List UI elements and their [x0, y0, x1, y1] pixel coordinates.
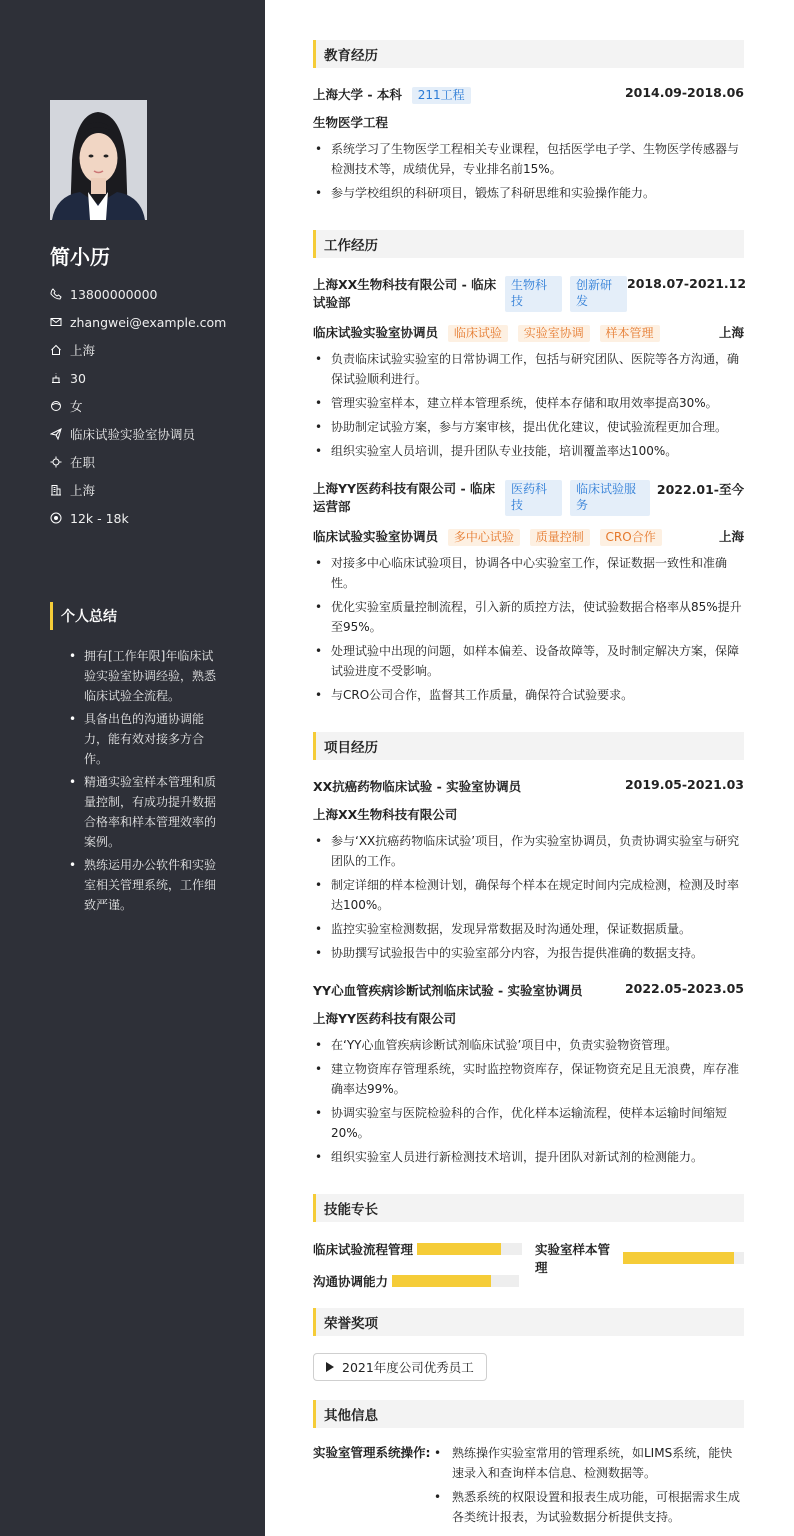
list-item: • 监控实验室检测数据，发现异常数据及时沟通处理，保证数据质量。: [313, 919, 744, 939]
mail-icon: [50, 316, 62, 328]
other-list: [432, 1443, 744, 1531]
list-item: • 处理试验中出现的问题，如样本偏差、设备故障等，及时制定解决方案，保障试验进度不受影响。: [313, 641, 744, 681]
job-role: 临床试验实验室协调员: [313, 529, 439, 544]
list-item: • 在‘YY心血管疾病诊断试剂临床试验’项目中，负责实验物资管理。: [313, 1035, 744, 1055]
project-org: 上海YY医药科技有限公司: [313, 1011, 457, 1026]
role-tag: CRO合作: [600, 529, 662, 546]
info-status: [50, 448, 226, 476]
skill-name: 实验室样本管理: [535, 1242, 611, 1275]
list-item: • 系统学习了生物医学工程相关专业课程，包括医学电子学、生物医学传感器与检测技术等，成绩优异，专业排名前15%。: [313, 139, 744, 179]
project-org: 上海XX生物科技有限公司: [313, 807, 458, 822]
project-header: [313, 981, 744, 999]
job-bullets: [313, 553, 744, 709]
education-major: 生物医学工程: [313, 115, 389, 130]
info-location-text: 上海: [70, 343, 96, 358]
avatar: [50, 100, 147, 220]
project-bullets: [313, 1035, 744, 1171]
list-item: • 负责临床试验实验室的日常协调工作，包括与研究团队、医院等各方沟通，确保试验顺利进行。: [313, 349, 744, 389]
list-item: • 管理实验室样本，建立样本管理系统，使样本存储和取用效率提高30%。: [313, 393, 744, 413]
skill-bar: [623, 1252, 744, 1264]
info-email-text: zhangwei@example.com: [70, 314, 227, 330]
info-status-text: 在职: [70, 455, 96, 470]
project-header: [313, 777, 744, 795]
job-header: [313, 276, 747, 312]
education-title: 教育经历: [313, 40, 744, 68]
info-phone: [50, 280, 226, 308]
info-job: [50, 420, 226, 448]
role-tag: 质量控制: [530, 529, 590, 546]
other-title: 其他信息: [313, 1400, 744, 1428]
school-tag: 211工程: [412, 87, 471, 104]
gender-icon: [50, 400, 62, 412]
skill-bar-fill: [623, 1252, 735, 1264]
award-label: 2021年度公司优秀员工: [342, 1360, 474, 1375]
skill-item: [313, 1272, 519, 1290]
award-item[interactable]: [313, 1353, 487, 1381]
work-title: 工作经历: [313, 230, 744, 258]
info-location: [50, 336, 226, 364]
list-item: • 组织实验室人员培训，提升团队专业技能，培训覆盖率达100%。: [313, 441, 744, 461]
project-date: 2019.05-2021.03: [624, 777, 744, 792]
skill-name: 临床试验流程管理: [313, 1242, 414, 1257]
list-item: • 熟练操作实验室常用的管理系统，如LIMS系统，能快速录入和查询样本信息、检测数据等。: [432, 1443, 744, 1483]
summary-title: 个人总结: [50, 602, 117, 630]
job-date: 2022.01-至今: [656, 482, 744, 497]
info-email: [50, 308, 226, 336]
list-item: • 参与‘XX抗癌药物临床试验’项目，作为实验室协调员，负责协调实验室与研究团队的工作。: [313, 831, 744, 871]
job-city: 上海: [718, 325, 744, 340]
building-icon: [50, 484, 62, 496]
job-tag: 临床试验服务: [570, 480, 650, 516]
role-tag: 多中心试验: [448, 529, 520, 546]
list-item: • 参与学校组织的科研项目，锻炼了科研思维和实验操作能力。: [313, 183, 744, 203]
job-tag: 医药科技: [505, 480, 562, 516]
list-item: • 协调实验室与医院检验科的合作，优化样本运输流程，使样本运输时间缩短20%。: [313, 1103, 744, 1143]
triangle-right-icon: [326, 1362, 334, 1372]
skill-name: 沟通协调能力: [313, 1274, 389, 1289]
info-city: [50, 476, 226, 504]
list-item: • 熟悉系统的权限设置和报表生成功能，可根据需求生成各类统计报表，为试验数据分析提供支持。: [432, 1487, 744, 1527]
contact-info-list: [50, 280, 226, 532]
phone-icon: [50, 288, 62, 300]
job-role: 临床试验实验室协调员: [313, 325, 439, 340]
skill-bar: [417, 1243, 522, 1255]
status-icon: [50, 456, 62, 468]
info-salary-text: 12k - 18k: [70, 510, 129, 526]
role-tag: 临床试验: [448, 325, 508, 342]
list-item: • 与CRO公司合作，监督其工作质量，确保符合试验要求。: [313, 685, 744, 705]
role-tag: 样本管理: [600, 325, 660, 342]
summary-item: • 精通实验室样本管理和质量控制，有成功提升数据合格率和样本管理效率的案例。: [68, 772, 218, 852]
skill-bar-fill: [417, 1243, 501, 1255]
job-tags: [505, 480, 650, 516]
job-tag: 生物科技: [505, 276, 562, 312]
home-icon: [50, 344, 62, 356]
education-date: 2014.09-2018.06: [624, 85, 744, 100]
summary-item: • 拥有[工作年限]年临床试验实验室协调经验，熟悉临床试验全流程。: [68, 646, 218, 706]
projects-title: 项目经历: [313, 732, 744, 760]
info-phone-text: 13800000000: [70, 286, 158, 302]
job-bullets: [313, 349, 744, 465]
education-list: [313, 139, 744, 207]
sidebar: [0, 0, 265, 1536]
list-item: • 组织实验室人员进行新检测技术培训，提升团队对新试剂的检测能力。: [313, 1147, 744, 1167]
job-role-row: [313, 323, 744, 342]
role-tag: 实验室协调: [518, 325, 590, 342]
list-item: • 协助制定试验方案，参与方案审核，提出优化建议，使试验流程更加合理。: [313, 417, 744, 437]
info-city-text: 上海: [70, 483, 96, 498]
project-bullets: [313, 831, 744, 967]
summary-list: [68, 646, 218, 918]
school-name: 上海大学 - 本科: [313, 87, 402, 102]
info-age: [50, 364, 226, 392]
skill-item: [535, 1240, 744, 1276]
job-tag: 创新研发: [570, 276, 627, 312]
send-icon: [50, 428, 62, 440]
skill-bar: [392, 1275, 519, 1287]
info-job-text: 临床试验实验室协调员: [70, 427, 196, 442]
skill-bar-fill: [392, 1275, 491, 1287]
summary-item: • 熟练运用办公软件和实验室相关管理系统，工作细致严谨。: [68, 855, 218, 915]
project-name: XX抗癌药物临床试验 - 实验室协调员: [313, 779, 522, 794]
info-gender: [50, 392, 226, 420]
skill-item: [313, 1240, 522, 1258]
list-item: • 对接多中心临床试验项目，协调各中心实验室工作，保证数据一致性和准确性。: [313, 553, 744, 593]
job-company: 上海XX生物科技有限公司 - 临床试验部: [313, 277, 497, 310]
project-date: 2022.05-2023.05: [624, 981, 744, 996]
education-header: [313, 85, 744, 104]
job-tags: [505, 276, 627, 312]
job-header: [313, 480, 744, 516]
awards-title: 荣誉奖项: [313, 1308, 744, 1336]
job-company: 上海YY医药科技有限公司 - 临床运营部: [313, 481, 495, 514]
info-age-text: 30: [70, 370, 86, 386]
job-date: 2018.07-2021.12: [627, 276, 747, 291]
skills-title: 技能专长: [313, 1194, 744, 1222]
profile-name: 简小历: [50, 245, 110, 269]
age-icon: [50, 372, 62, 384]
list-item: • 制定详细的样本检测计划，确保每个样本在规定时间内完成检测，检测及时率达100%。: [313, 875, 744, 915]
list-item: • 建立物资库存管理系统，实时监控物资库存，保证物资充足且无浪费，库存准确率达99%。: [313, 1059, 744, 1099]
job-city: 上海: [718, 529, 744, 544]
job-role-row: [313, 527, 744, 546]
info-salary: [50, 504, 226, 532]
list-item: • 协助撰写试验报告中的实验室部分内容，为报告提供准确的数据支持。: [313, 943, 744, 963]
summary-item: • 具备出色的沟通协调能力，能有效对接多方合作。: [68, 709, 218, 769]
project-name: YY心血管疾病诊断试剂临床试验 - 实验室协调员: [313, 983, 583, 998]
salary-icon: [50, 512, 62, 524]
other-label: 实验室管理系统操作:: [313, 1445, 431, 1460]
info-gender-text: 女: [70, 399, 83, 414]
list-item: • 优化实验室质量控制流程，引入新的质控方法，使试验数据合格率从85%提升至95%。: [313, 597, 744, 637]
